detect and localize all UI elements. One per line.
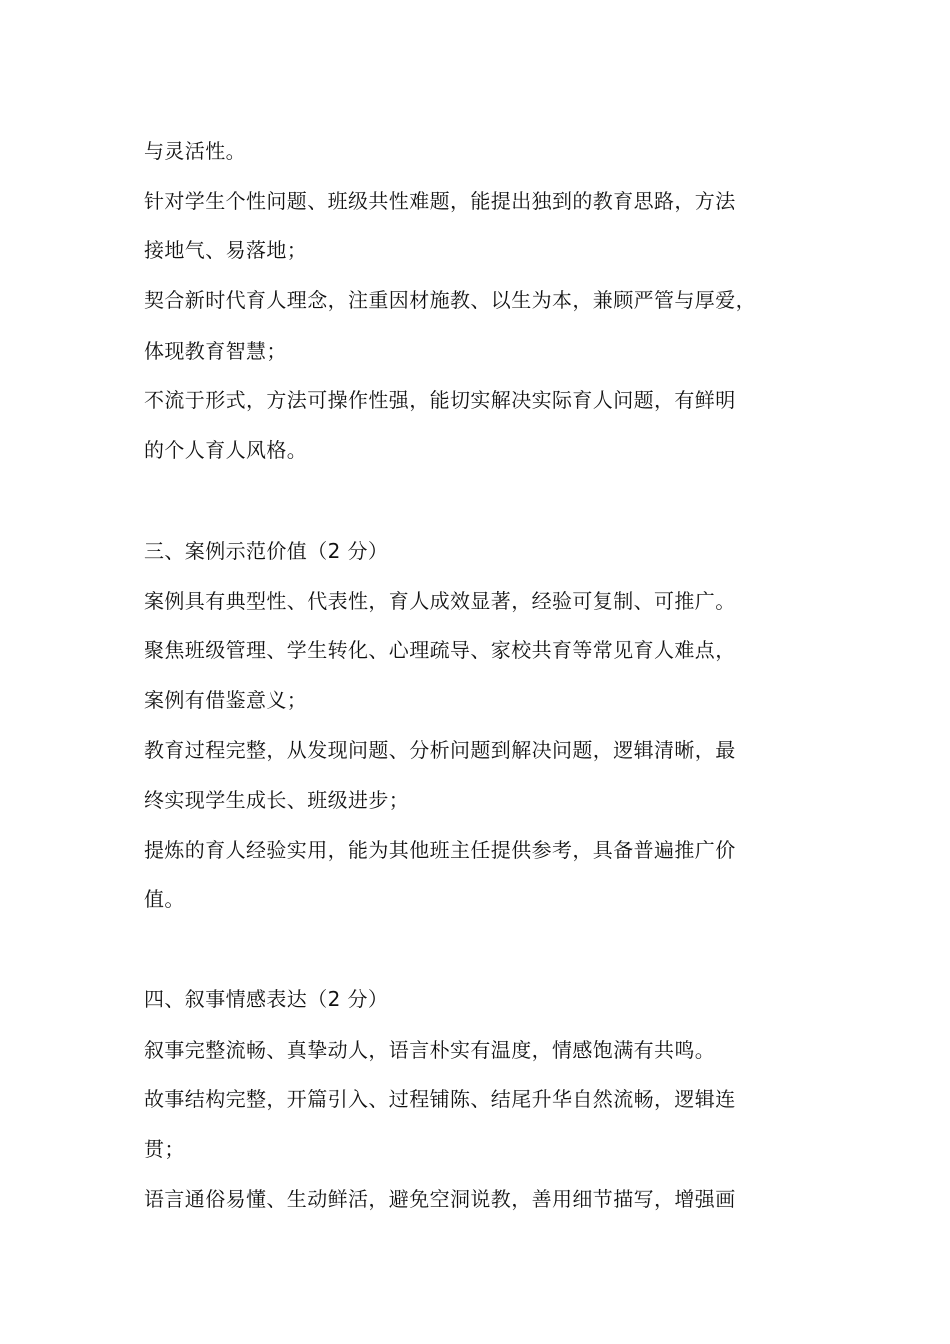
text-line: 契合新时代育人理念，注重因材施教、以生为本，兼顾严管与厚爱， [144, 288, 756, 312]
section-heading: 三、案例示范价值（2 分） [144, 539, 389, 563]
text-line: 叙事完整流畅、真挚动人，语言朴实有温度，情感饱满有共鸣。 [144, 1038, 716, 1062]
text-line: 与灵活性。 [144, 139, 246, 163]
text-line: 体现教育智慧； [144, 339, 287, 363]
text-line: 针对学生个性问题、班级共性难题，能提出独到的教育思路，方法 [144, 189, 736, 213]
text-line: 接地气、易落地； [144, 238, 308, 262]
text-line: 案例具有典型性、代表性，育人成效显著，经验可复制、可推广。 [144, 589, 736, 613]
text-line: 教育过程完整，从发现问题、分析问题到解决问题，逻辑清晰，最 [144, 738, 736, 762]
text-line: 聚焦班级管理、学生转化、心理疏导、家校共育等常见育人难点， [144, 638, 736, 662]
text-line: 提炼的育人经验实用，能为其他班主任提供参考，具备普遍推广价 [144, 838, 736, 862]
text-line: 不流于形式，方法可操作性强，能切实解决实际育人问题，有鲜明 [144, 388, 736, 412]
text-line: 终实现学生成长、班级进步； [144, 788, 410, 812]
section-heading: 四、叙事情感表达（2 分） [144, 987, 389, 1011]
text-line: 故事结构完整，开篇引入、过程铺陈、结尾升华自然流畅，逻辑连 [144, 1087, 736, 1111]
text-line: 贯； [144, 1137, 185, 1161]
text-line: 值。 [144, 887, 185, 911]
text-line: 案例有借鉴意义； [144, 688, 308, 712]
text-line: 的个人育人风格。 [144, 438, 308, 462]
text-line: 语言通俗易懂、生动鲜活，避免空洞说教，善用细节描写，增强画 [144, 1187, 736, 1211]
